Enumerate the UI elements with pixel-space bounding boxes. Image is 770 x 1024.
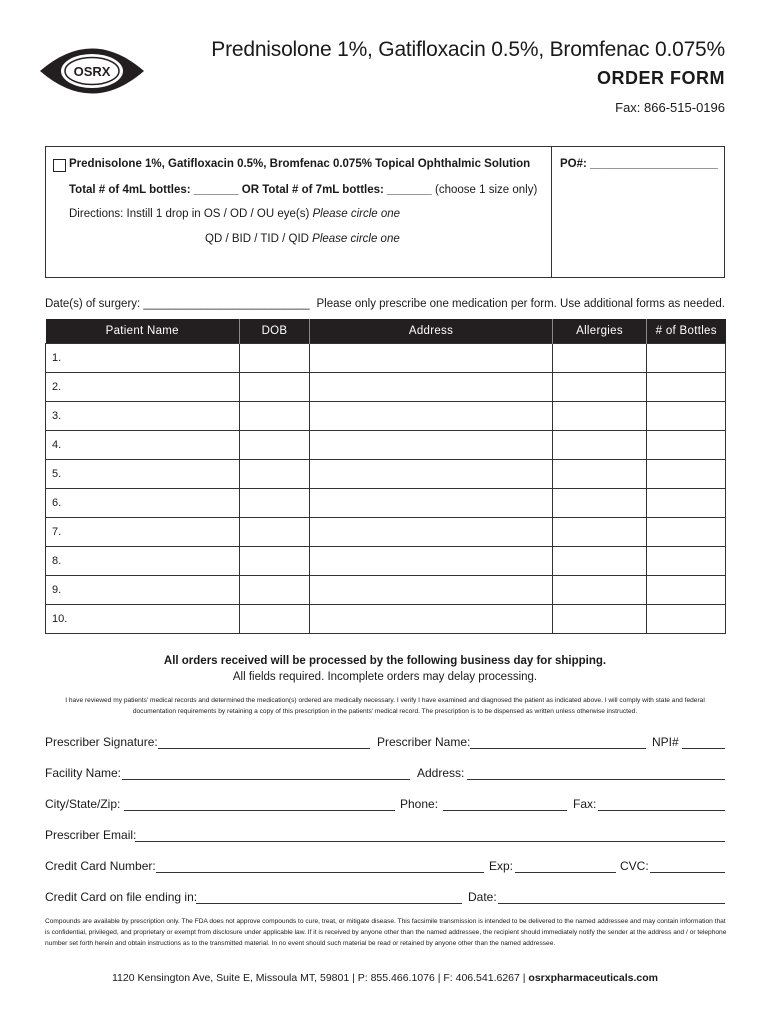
table-row [46, 518, 726, 547]
cell-dob[interactable] [240, 402, 310, 431]
directions-label[interactable]: Directions: Instill 1 drop in OS / OD / OU eye(s) [69, 208, 310, 220]
signature-line[interactable] [158, 748, 370, 749]
cell-bottles[interactable] [647, 605, 726, 634]
directions-line [69, 208, 400, 220]
fax-label: Fax: [573, 797, 597, 811]
cell-bottles[interactable] [647, 344, 726, 373]
total-7ml-field[interactable]: OR Total # of 7mL bottles: _______ [241, 184, 432, 196]
cell-allergies[interactable] [553, 547, 647, 576]
directions-circle-note: Please circle one [312, 208, 401, 220]
row-number[interactable]: 8. [46, 547, 240, 576]
attestation-text: I have reviewed my patients' medical records and determined the medication(s) ordered are medically necessary. I verify I have examined and diagnosed the patient as indicated above. I will comply with state and federal documentation requirements by retaining a copy of this prescription in the patients' medical record. The prescription is to be dispensed as written unless otherwise instructed. [65, 697, 705, 715]
cell-allergies[interactable] [553, 402, 647, 431]
cell-bottles[interactable] [647, 460, 726, 489]
cell-address[interactable] [310, 460, 553, 489]
row-number[interactable]: 5. [46, 460, 240, 489]
table-row [46, 402, 726, 431]
cell-allergies[interactable] [553, 576, 647, 605]
fax-line[interactable] [598, 810, 725, 811]
city-line[interactable] [124, 810, 395, 811]
cvc-line[interactable] [650, 872, 725, 873]
patient-table [45, 319, 726, 634]
prescriber-name-line[interactable] [470, 748, 646, 749]
cell-allergies[interactable] [553, 344, 647, 373]
cell-bottles[interactable] [647, 489, 726, 518]
cell-address[interactable] [310, 576, 553, 605]
cell-dob[interactable] [240, 460, 310, 489]
date-line[interactable] [498, 903, 725, 904]
phone-line[interactable] [443, 810, 567, 811]
prescriber-name-label: Prescriber Name: [377, 735, 471, 749]
frequency-line [205, 233, 400, 245]
row-number[interactable]: 3. [46, 402, 240, 431]
table-row [46, 605, 726, 634]
cell-allergies[interactable] [553, 373, 647, 402]
footer-address: 1120 Kensington Ave, Suite E, Missoula MT, 59801 | P: 855.466.1076 | F: 406.541.6267 | [112, 972, 526, 984]
total-4ml-field[interactable]: Total # of 4mL bottles: _______ [69, 184, 239, 196]
required-notice: All fields required. Incomplete orders may delay processing. [232, 671, 538, 683]
footer [0, 972, 770, 984]
city-label: City/State/Zip: [45, 797, 121, 811]
product-label: Prednisolone 1%, Gatifloxacin 0.5%, Bromfenac 0.075% Topical Ophthalmic Solution [69, 158, 531, 170]
cc-file-label: Credit Card on file ending in: [45, 890, 198, 904]
header-fax: Fax: 866-515-0196 [615, 100, 725, 115]
table-row [46, 460, 726, 489]
cc-number-line[interactable] [156, 872, 484, 873]
surgery-date-field[interactable]: Date(s) of surgery: __________________________ [45, 298, 310, 310]
disclaimer-text: Compounds are available by prescription only. The FDA does not approve compounds to cure, treat, or mitigate disease. This facsimile transmission is intended to be delivered to the named addressee and may contain information that is confidential, privileged, and proprietary or exempt from disclosure under applicable law. If it is received by anyone other than the named addressee, the recipient should immediately notify the sender at the address and / or telephone number set forth herein and obtain instructions as to the transmitted material. In no event should such material be read or retained by anyone other than the named addressee. [45, 918, 727, 947]
npi-line[interactable] [682, 748, 725, 749]
cell-address[interactable] [310, 344, 553, 373]
exp-label: Exp: [489, 859, 514, 873]
cvc-label: CVC: [620, 859, 649, 873]
col-address: Address [310, 319, 553, 344]
eye-logo-icon [38, 38, 146, 104]
cell-bottles[interactable] [647, 518, 726, 547]
cell-dob[interactable] [240, 547, 310, 576]
processing-notice: All orders received will be processed by the following business day for shipping. [163, 655, 607, 667]
cell-dob[interactable] [240, 489, 310, 518]
col-patient-name: Patient Name [46, 319, 240, 344]
cell-allergies[interactable] [553, 431, 647, 460]
total-bottles-line [69, 184, 537, 196]
cell-bottles[interactable] [647, 402, 726, 431]
table-row [46, 489, 726, 518]
row-number[interactable]: 7. [46, 518, 240, 547]
total-note: (choose 1 size only) [435, 184, 538, 196]
cc-number-label: Credit Card Number: [45, 859, 156, 873]
cell-dob[interactable] [240, 605, 310, 634]
facility-line[interactable] [122, 779, 410, 780]
row-number[interactable]: 2. [46, 373, 240, 402]
col-bottles: # of Bottles [647, 319, 726, 344]
col-dob: DOB [240, 319, 310, 344]
row-number[interactable]: 4. [46, 431, 240, 460]
cell-dob[interactable] [240, 373, 310, 402]
address-line[interactable] [467, 779, 725, 780]
table-row [46, 373, 726, 402]
cell-bottles[interactable] [647, 373, 726, 402]
frequency-circle-note: Please circle one [312, 233, 400, 245]
footer-website[interactable]: osrxpharmaceuticals.com [528, 972, 658, 984]
row-number[interactable]: 1. [46, 344, 240, 373]
cell-allergies[interactable] [553, 460, 647, 489]
table-row [46, 576, 726, 605]
row-number[interactable]: 6. [46, 489, 240, 518]
product-checkbox[interactable] [53, 159, 66, 172]
cell-allergies[interactable] [553, 489, 647, 518]
date-label: Date: [468, 890, 497, 904]
cell-address[interactable] [310, 373, 553, 402]
table-row [46, 547, 726, 576]
cell-allergies[interactable] [553, 518, 647, 547]
email-label: Prescriber Email: [45, 828, 137, 842]
page-subtitle: ORDER FORM [597, 68, 725, 88]
cell-bottles[interactable] [647, 547, 726, 576]
page-title: Prednisolone 1%, Gatifloxacin 0.5%, Bromfenac 0.075% [211, 38, 725, 61]
cell-address[interactable] [310, 547, 553, 576]
cell-bottles[interactable] [647, 576, 726, 605]
cell-address[interactable] [310, 402, 553, 431]
cell-address[interactable] [310, 489, 553, 518]
cell-address[interactable] [310, 431, 553, 460]
phone-label: Phone: [400, 797, 439, 811]
signature-label: Prescriber Signature: [45, 735, 158, 749]
surgery-note: Please only prescribe one medication per form. Use additional forms as needed. [316, 298, 725, 310]
frequency-options[interactable]: QD / BID / TID / QID [205, 233, 309, 245]
row-number[interactable]: 9. [46, 576, 240, 605]
table-row [46, 431, 726, 460]
cell-bottles[interactable] [647, 431, 726, 460]
npi-label: NPI# [652, 735, 679, 749]
table-row [46, 344, 726, 373]
email-line[interactable] [135, 841, 725, 842]
table-header-row [46, 319, 726, 344]
col-allergies: Allergies [553, 319, 647, 344]
exp-line[interactable] [515, 872, 616, 873]
cell-dob[interactable] [240, 344, 310, 373]
cc-file-line[interactable] [196, 903, 462, 904]
cell-address[interactable] [310, 605, 553, 634]
cell-address[interactable] [310, 518, 553, 547]
cell-allergies[interactable] [553, 605, 647, 634]
po-field[interactable]: PO#: ____________________ [560, 158, 718, 170]
cell-dob[interactable] [240, 576, 310, 605]
logo-text: OSRX [73, 64, 111, 79]
cell-dob[interactable] [240, 518, 310, 547]
row-number[interactable]: 10. [46, 605, 240, 634]
order-box-divider [551, 146, 552, 278]
facility-label: Facility Name: [45, 766, 122, 780]
address-label: Address: [417, 766, 465, 780]
cell-dob[interactable] [240, 431, 310, 460]
